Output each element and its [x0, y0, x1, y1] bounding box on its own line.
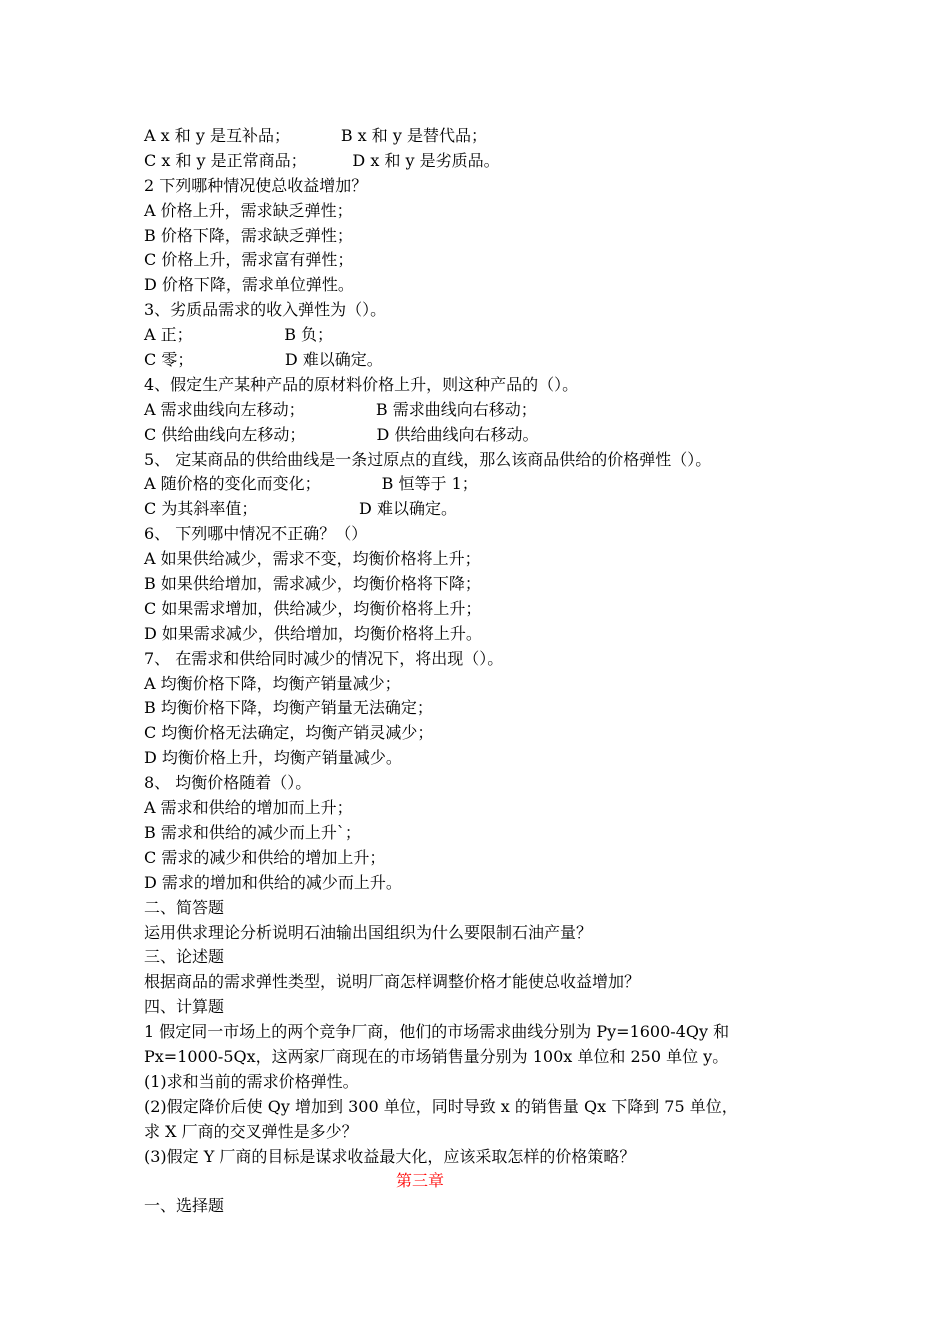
option-line: D 均衡价格上升，均衡产销量减少。	[144, 748, 402, 768]
option-line: A 如果供给减少，需求不变，均衡价格将上升；	[144, 549, 481, 569]
question-6: 6、 下列哪中情况不正确？（）	[144, 524, 368, 544]
calculation-subquestion: (3)假定 Y 厂商的目标是谋求收益最大化，应该采取怎样的价格策略？	[144, 1146, 636, 1166]
option-line: B 均衡价格下降，均衡产销量无法确定；	[144, 698, 433, 718]
question-5: 5、 定某商品的供给曲线是一条过原点的直线，那么该商品供给的价格弹性（）。	[144, 449, 712, 469]
option-line: A 正； B 负；	[144, 325, 334, 345]
calculation-question: 1 假定同一市场上的两个竞争厂商，他们的市场需求曲线分别为 Py=1600-4Qy 和	[144, 1022, 730, 1042]
option-line: A 随价格的变化而变化； B 恒等于 1；	[144, 474, 478, 494]
question-8: 8、 均衡价格随着（）。	[144, 773, 312, 793]
option-line: A 需求和供给的增加而上升；	[144, 798, 353, 818]
option-line: A 均衡价格下降，均衡产销量减少；	[144, 673, 401, 693]
option-line: B 需求和供给的减少而上升`；	[144, 822, 361, 842]
question-4: 4、假定生产某种产品的原材料价格上升，则这种产品的（）。	[144, 374, 579, 394]
option-line: C 零； D 难以确定。	[144, 350, 383, 370]
calculation-subquestion: (1)求和当前的需求价格弹性。	[144, 1071, 359, 1091]
section-heading-calculation: 四、计算题	[144, 997, 225, 1017]
option-line: C 如果需求增加，供给减少，均衡价格将上升；	[144, 598, 482, 618]
option-line: D 需求的增加和供给的减少而上升。	[144, 872, 402, 892]
option-line: C 为其斜率值； D 难以确定。	[144, 499, 457, 519]
section-heading-essay: 三、论述题	[144, 947, 225, 967]
question-7: 7、 在需求和供给同时减少的情况下，将出现（）。	[144, 648, 504, 668]
option-line: C 价格上升，需求富有弹性；	[144, 250, 354, 270]
text-line: C x 和 y 是正常商品； D x 和 y 是劣质品。	[144, 150, 500, 170]
question-2: 2 下列哪种情况使总收益增加？	[144, 175, 368, 195]
option-line: C 需求的减少和供给的增加上升；	[144, 847, 386, 867]
section-heading-short-answer: 二、简答题	[144, 897, 225, 917]
calculation-subquestion: (2)假定降价后使 Qy 增加到 300 单位，同时导致 x 的销售量 Qx 下降到 75 单位，	[144, 1096, 738, 1116]
question-3: 3、劣质品需求的收入弹性为（）。	[144, 300, 387, 320]
option-line: C 均衡价格无法确定，均衡产销灵减少；	[144, 723, 434, 743]
option-line: B 如果供给增加，需求减少，均衡价格将下降；	[144, 574, 481, 594]
calculation-subquestion: 求 X 厂商的交叉弹性是多少？	[144, 1121, 358, 1141]
short-answer-question: 运用供求理论分析说明石油输出国组织为什么要限制石油产量？	[144, 922, 593, 942]
option-line: C 供给曲线向左移动； D 供给曲线向右移动。	[144, 424, 539, 444]
option-line: D 价格下降，需求单位弹性。	[144, 275, 354, 295]
text-line: A x 和 y 是互补品； B x 和 y 是替代品；	[144, 126, 487, 145]
chapter-title: 第三章	[396, 1171, 445, 1191]
section-heading-multiple-choice: 一、选择题	[144, 1196, 225, 1216]
document-body	[144, 124, 824, 1219]
calculation-question: Px=1000-5Qx，这两家厂商现在的市场销售量分别为 100x 单位和 250 单位 y。	[144, 1046, 729, 1066]
option-line: A 价格上升，需求缺乏弹性；	[144, 200, 353, 220]
option-line: D 如果需求减少，供给增加，均衡价格将上升。	[144, 623, 482, 643]
option-line: A 需求曲线向左移动； B 需求曲线向右移动；	[144, 399, 537, 419]
option-line: B 价格下降，需求缺乏弹性；	[144, 225, 353, 245]
essay-question: 根据商品的需求弹性类型，说明厂商怎样调整价格才能使总收益增加？	[144, 972, 641, 992]
